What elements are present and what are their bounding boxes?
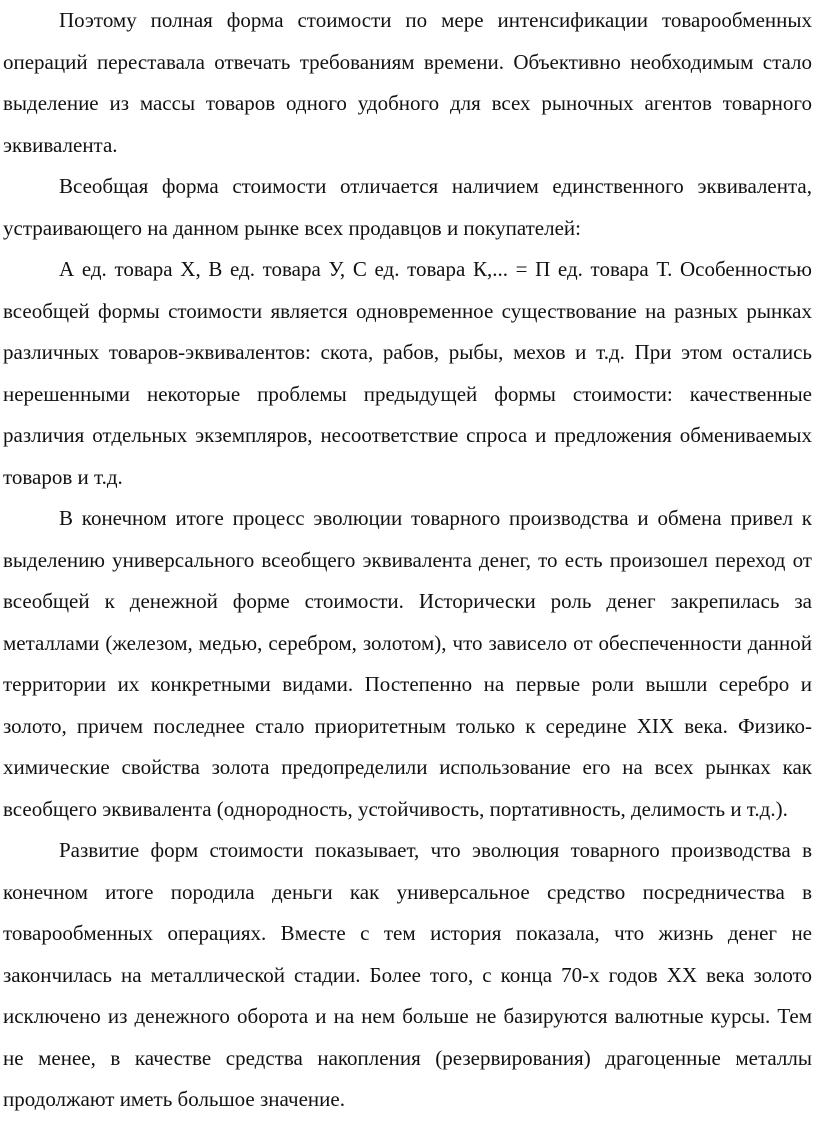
- paragraph-formula-equivalents: А ед. товара Х, В ед. товара У, С ед. товара К,... = П ед. товара Т. Особенностью всеобщей формы стоимости является одновременное существование на разных рынках различных товаров-эквивалентов: скота, рабов, рыбы, мехов и т.д. При этом остались нерешенными некоторые проблемы предыдущей формы стоимости: качественные различия отдельных экземпляров, несоответствие спроса и предложения обмениваемых товаров и т.д.: [3, 257, 812, 489]
- paragraph-polnaya-forma: Поэтому полная форма стоимости по мере интенсификации товарообменных операций переставала отвечать требованиям времени. Объективно необходимым стало выделение из массы товаров одного удобного для всех рыночных агентов товарного эквивалента.: [3, 8, 812, 157]
- paragraph-denezhnaya-forma: В конечном итоге процесс эволюции товарного производства и обмена привел к выделению универсального всеобщего эквивалента денег, то есть произошел переход от всеобщей к денежной форме стоимости. Исторически роль денег закрепилась за металлами (железом, медью, серебром, золотом), что зависело от обеспеченности данной территории их конкретными видами. Постепенно на первые роли вышли серебро и золото, причем последнее стало приоритетным только к середине XIX века. Физико-химические свойства золота предопределили использование его на всех рынках как всеобщего эквивалента (однородность, устойчивость, портативность, делимость и т.д.).: [3, 506, 812, 821]
- paragraph-vseobshchaya-forma: Всеобщая форма стоимости отличается наличием единственного эквивалента, устраивающего на данном рынке всех продавцов и покупателей:: [3, 174, 812, 240]
- paragraph-razvitie-form: Развитие форм стоимости показывает, что эволюция товарного производства в конечном итоге породила деньги как универсальное средство посредничества в товарообменных операциях. Вместе с тем история показала, что жизнь денег не закончилась на металлической стадии. Более того, с конца 70-х годов XX века золото исключено из денежного оборота и на нем больше не базируются валютные курсы. Тем не менее, в качестве средства накопления (резервирования) драгоценные металлы продолжают иметь большое значение.: [3, 838, 812, 1111]
